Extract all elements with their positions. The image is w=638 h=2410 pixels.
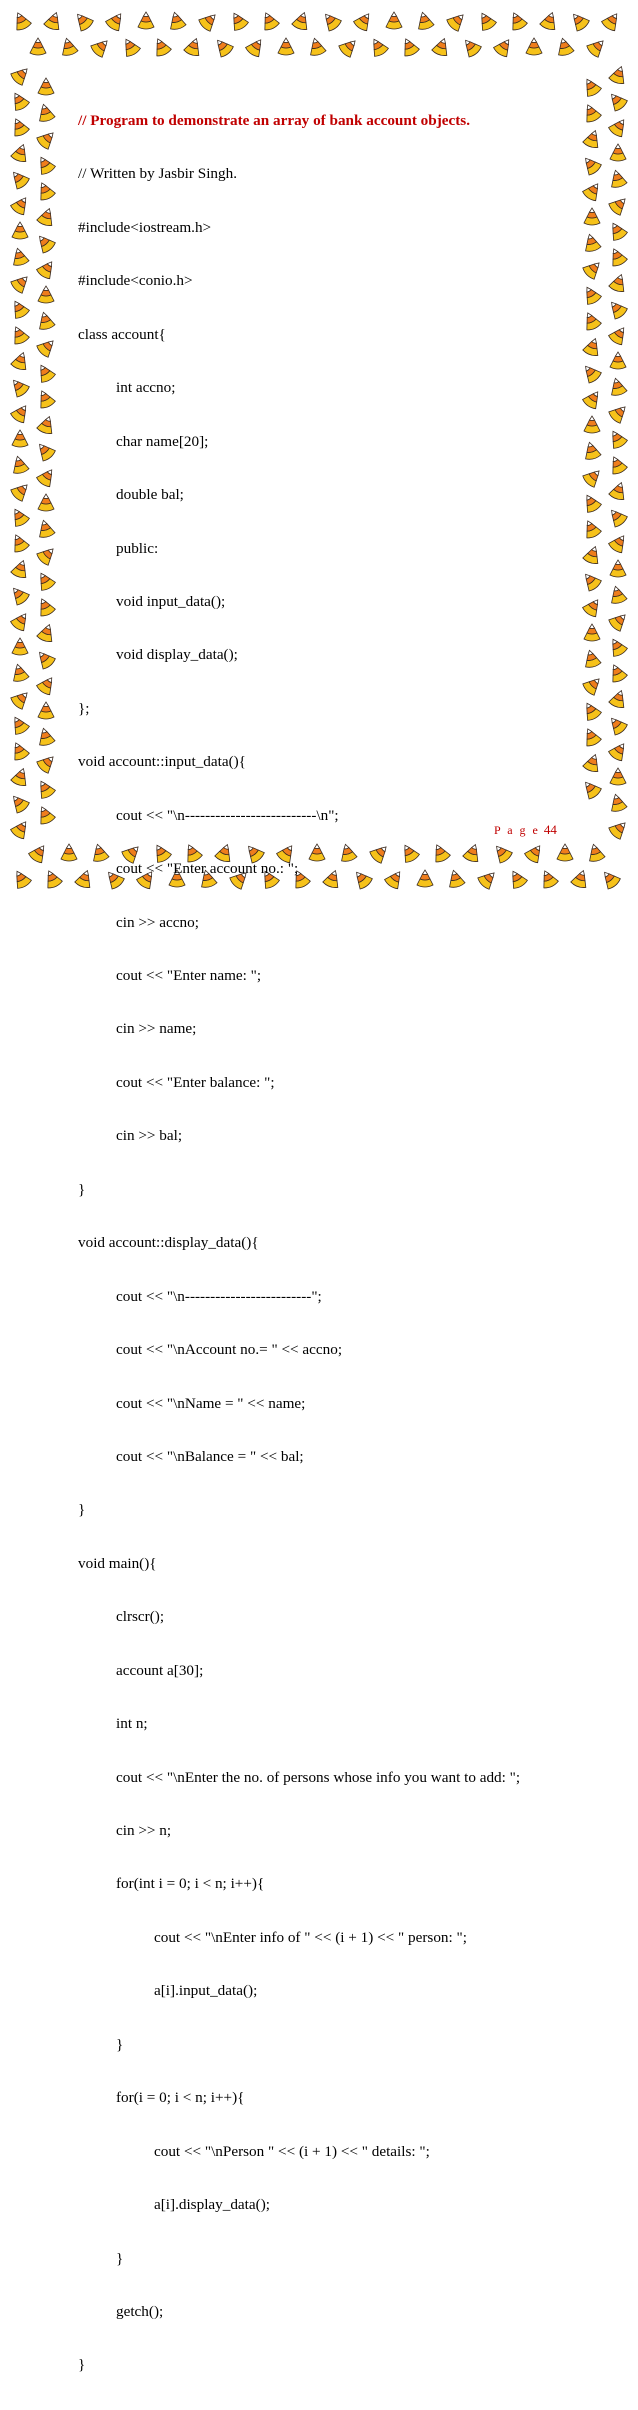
candy-corn-icon [475, 9, 497, 32]
candy-corn-icon [607, 401, 630, 424]
candy-corn-icon [580, 283, 602, 306]
candy-corn-icon [211, 35, 234, 58]
candy-corn-icon [33, 439, 56, 462]
candy-corn-icon [399, 36, 421, 58]
candy-corn-icon [539, 10, 560, 31]
candy-corn-icon [598, 867, 621, 890]
candy-corn-icon [10, 454, 30, 475]
candy-corn-icon [8, 713, 30, 736]
candy-corn-icon [35, 543, 58, 566]
candy-corn-icon [608, 64, 629, 85]
candy-corn-icon [35, 596, 57, 618]
candy-corn-icon [183, 36, 204, 57]
candy-corn-icon [445, 9, 468, 32]
code-line: cin >> name; [116, 1020, 197, 1038]
code-line: cout << "\nEnter info of " << (i + 1) << " person: "; [154, 1928, 467, 1946]
candy-corn-icon [9, 193, 32, 216]
candy-corn-icon [431, 36, 452, 57]
code-line: cout << "\nBalance = " << bal; [116, 1447, 304, 1465]
candy-corn-icon [581, 465, 604, 488]
candy-corn-icon [34, 777, 56, 800]
code-line: int n; [116, 1715, 148, 1733]
candy-corn-icon [607, 531, 630, 554]
candy-corn-icon [9, 609, 32, 632]
page-number: 44 [543, 822, 557, 837]
candy-corn-icon [582, 648, 602, 669]
page-label: P a g e [494, 823, 540, 837]
candy-corn-icon [610, 352, 626, 369]
candy-corn-icon [138, 12, 154, 29]
candy-corn-icon [12, 638, 28, 655]
candy-corn-icon [579, 153, 602, 176]
candy-corn-icon [608, 792, 628, 813]
candy-corn-icon [607, 193, 630, 216]
candy-corn-icon [38, 702, 54, 719]
candy-corn-icon [319, 9, 342, 32]
code-line: // Program to demonstrate an array of bank account objects. [78, 112, 471, 129]
candy-corn-icon [35, 180, 57, 202]
code-line: } [78, 2356, 86, 2374]
candy-corn-icon [7, 167, 30, 190]
candy-corn-icon [337, 35, 360, 58]
candy-corn-icon [9, 324, 31, 346]
candy-corn-icon [167, 10, 187, 31]
code-line: } [78, 1180, 86, 1198]
candy-corn-icon [606, 219, 628, 242]
code-line: cin >> accno; [116, 913, 199, 931]
candy-corn-icon [608, 584, 628, 605]
candy-corn-icon [584, 416, 600, 433]
candy-corn-icon [9, 479, 32, 502]
candy-corn-icon [610, 560, 626, 577]
candy-corn-icon [9, 116, 31, 138]
candy-corn-icon [581, 726, 603, 748]
candy-corn-icon [36, 726, 56, 747]
candy-corn-icon [605, 505, 628, 528]
candy-corn-icon [607, 739, 630, 762]
candy-corn-icon [35, 804, 57, 826]
candy-corn-icon [36, 102, 56, 123]
code-line: void display_data(); [116, 646, 238, 664]
candy-corn-icon [12, 430, 28, 447]
candy-corn-icon [244, 35, 267, 58]
candy-corn-icon [7, 583, 30, 606]
candy-corn-icon [227, 9, 249, 32]
candy-corn-icon [367, 35, 389, 58]
candy-corn-icon [580, 75, 602, 98]
code-line: for(i = 0; i < n; i++){ [116, 2089, 245, 2107]
candy-corn-icon [581, 310, 603, 332]
candy-corn-icon [35, 127, 58, 150]
code-line: void account::display_data(){ [78, 1234, 259, 1252]
candy-corn-icon [9, 271, 32, 294]
candy-corn-icon [492, 35, 515, 58]
candy-corn-icon [581, 179, 604, 202]
candy-corn-icon [584, 624, 600, 641]
candy-corn-icon [10, 662, 30, 683]
code-line: cout << "\nPerson " << (i + 1) << " details: "; [154, 2142, 430, 2160]
candy-corn-icon [38, 286, 54, 303]
candy-corn-icon [608, 376, 628, 397]
candy-corn-icon [119, 35, 141, 58]
candy-corn-icon [582, 544, 603, 565]
candy-corn-icon [36, 206, 57, 227]
candy-corn-icon [35, 388, 57, 410]
page-footer [494, 822, 557, 838]
candy-corn-icon [42, 868, 64, 890]
candy-corn-icon [61, 844, 77, 861]
candy-corn-icon [415, 10, 435, 31]
candy-corn-icon [605, 297, 628, 320]
candy-corn-icon [9, 740, 31, 762]
candy-corn-icon [104, 9, 127, 32]
candy-corn-icon [555, 36, 575, 57]
candy-corn-icon [608, 168, 628, 189]
candy-corn-icon [580, 699, 602, 722]
candy-corn-icon [10, 142, 31, 163]
candy-corn-icon [307, 36, 327, 57]
candy-corn-icon [607, 246, 629, 268]
candy-corn-icon [605, 713, 628, 736]
candy-corn-icon [9, 63, 32, 86]
code-line: cout << "\n-------------------------"; [116, 1287, 322, 1305]
candy-corn-icon [33, 231, 56, 254]
candy-corn-icon [581, 673, 604, 696]
candy-corn-icon [459, 35, 482, 58]
candy-corn-icon [8, 297, 30, 320]
candy-corn-icon [581, 257, 604, 280]
candy-corn-icon [581, 595, 604, 618]
code-line: int accno; [116, 379, 176, 397]
code-line: #include<conio.h> [78, 272, 193, 290]
code-line: class account{ [78, 325, 166, 343]
candy-corn-icon [386, 12, 402, 29]
candy-corn-icon [10, 350, 31, 371]
code-line: } [116, 2035, 124, 2053]
candy-corn-icon [35, 257, 58, 280]
candy-corn-icon [581, 387, 604, 410]
candy-corn-icon [10, 246, 30, 267]
candy-corn-icon [9, 817, 32, 840]
candy-corn-icon [278, 38, 294, 55]
candy-corn-icon [582, 336, 603, 357]
code-line: for(int i = 0; i < n; i++){ [116, 1875, 265, 1893]
code-line: cout << "\n--------------------------\n"; [116, 806, 339, 824]
code-line: } [78, 1501, 86, 1519]
code-line: void account::input_data(){ [78, 753, 246, 771]
candy-corn-icon [27, 841, 50, 864]
candy-corn-icon [291, 10, 312, 31]
code-line: cout << "Enter name: "; [116, 967, 262, 984]
candy-corn-icon [10, 766, 31, 787]
candy-corn-icon [582, 128, 603, 149]
candy-corn-icon [10, 867, 32, 890]
candy-corn-icon [582, 232, 602, 253]
candy-corn-icon [8, 89, 30, 112]
candy-corn-icon [33, 647, 56, 670]
candy-corn-icon [7, 791, 30, 814]
code-line: cout << "\nEnter the no. of persons whose info you want to add: "; [116, 1768, 521, 1786]
candy-corn-icon [38, 78, 54, 95]
code-line: cout << "Enter account no.: "; [116, 860, 299, 878]
candy-corn-icon [35, 465, 58, 488]
candy-corn-icon [581, 102, 603, 124]
code-line: account a[30]; [116, 1661, 204, 1679]
code-line: cin >> bal; [116, 1127, 183, 1145]
candy-corn-icon [35, 673, 58, 696]
candy-corn-icon [608, 480, 629, 501]
candy-corn-icon [585, 35, 608, 58]
code-line: cout << "Enter balance: "; [116, 1073, 275, 1091]
candy-corn-icon [36, 414, 57, 435]
code-line: #include<iostream.h> [78, 218, 212, 236]
candy-corn-icon [610, 768, 626, 785]
candy-corn-icon [352, 9, 375, 32]
candy-corn-icon [607, 817, 630, 840]
candy-corn-icon [36, 518, 56, 539]
code-line: a[i].display_data(); [154, 2196, 270, 2214]
candy-corn-icon [610, 144, 626, 161]
candy-corn-icon [259, 10, 281, 32]
candy-corn-icon [197, 9, 220, 32]
candy-corn-icon [608, 688, 629, 709]
candy-corn-icon [34, 569, 56, 592]
code-line: cout << "\nName = " << name; [116, 1394, 306, 1412]
code-line: void main(){ [78, 1554, 157, 1572]
candy-corn-icon [607, 454, 629, 476]
candy-corn-icon [10, 558, 31, 579]
code-line: double bal; [116, 486, 184, 504]
candy-corn-icon [606, 635, 628, 658]
candy-corn-icon [11, 10, 33, 32]
candy-corn-icon [71, 9, 94, 32]
code-line: cout << "\nAccount no.= " << accno; [116, 1341, 343, 1359]
candy-corn-icon [9, 687, 32, 710]
candy-corn-icon [12, 222, 28, 239]
candy-corn-icon [8, 505, 30, 528]
candy-corn-icon [605, 89, 628, 112]
code-line: void input_data(); [116, 592, 226, 610]
code-line: cin >> n; [116, 1822, 172, 1839]
candy-corn-icon [151, 36, 173, 58]
candy-corn-icon [581, 518, 603, 540]
code-line: // Written by Jasbir Singh. [78, 165, 237, 183]
candy-corn-icon [9, 532, 31, 554]
candy-corn-icon [34, 361, 56, 384]
candy-corn-icon [579, 777, 602, 800]
code-line: }; [78, 699, 90, 717]
candy-corn-icon [35, 335, 58, 358]
candy-corn-icon [600, 9, 623, 32]
candy-corn-icon [36, 622, 57, 643]
code-line: char name[20]; [116, 432, 209, 450]
candy-corn-icon [34, 153, 56, 176]
candy-corn-icon [7, 375, 30, 398]
candy-corn-icon [606, 427, 628, 450]
candy-corn-icon [579, 361, 602, 384]
code-line: public: [116, 539, 159, 557]
candy-corn-icon [607, 662, 629, 684]
code-line: } [116, 2249, 124, 2267]
candy-corn-icon [584, 208, 600, 225]
candy-corn-icon [30, 38, 46, 55]
candy-corn-icon [580, 491, 602, 514]
code-line: a[i].input_data(); [154, 1982, 258, 2000]
code-line: getch(); [116, 2302, 164, 2320]
candy-corn-icon [526, 38, 542, 55]
candy-corn-icon [607, 323, 630, 346]
candy-corn-icon [582, 752, 603, 773]
candy-corn-icon [59, 36, 79, 57]
candy-corn-icon [36, 310, 56, 331]
candy-corn-icon [567, 9, 590, 32]
candy-corn-icon [607, 115, 630, 138]
candy-corn-icon [586, 842, 606, 863]
candy-corn-icon [608, 272, 629, 293]
candy-corn-icon [38, 494, 54, 511]
candy-corn-icon [35, 751, 58, 774]
candy-corn-icon [579, 569, 602, 592]
candy-corn-icon [607, 609, 630, 632]
candy-corn-icon [89, 35, 112, 58]
candy-corn-icon [9, 401, 32, 424]
code-line: clrscr(); [116, 1608, 165, 1626]
candy-corn-icon [507, 10, 529, 32]
candy-corn-icon [582, 440, 602, 461]
candy-corn-icon [43, 10, 64, 31]
code-listing [78, 76, 578, 2410]
